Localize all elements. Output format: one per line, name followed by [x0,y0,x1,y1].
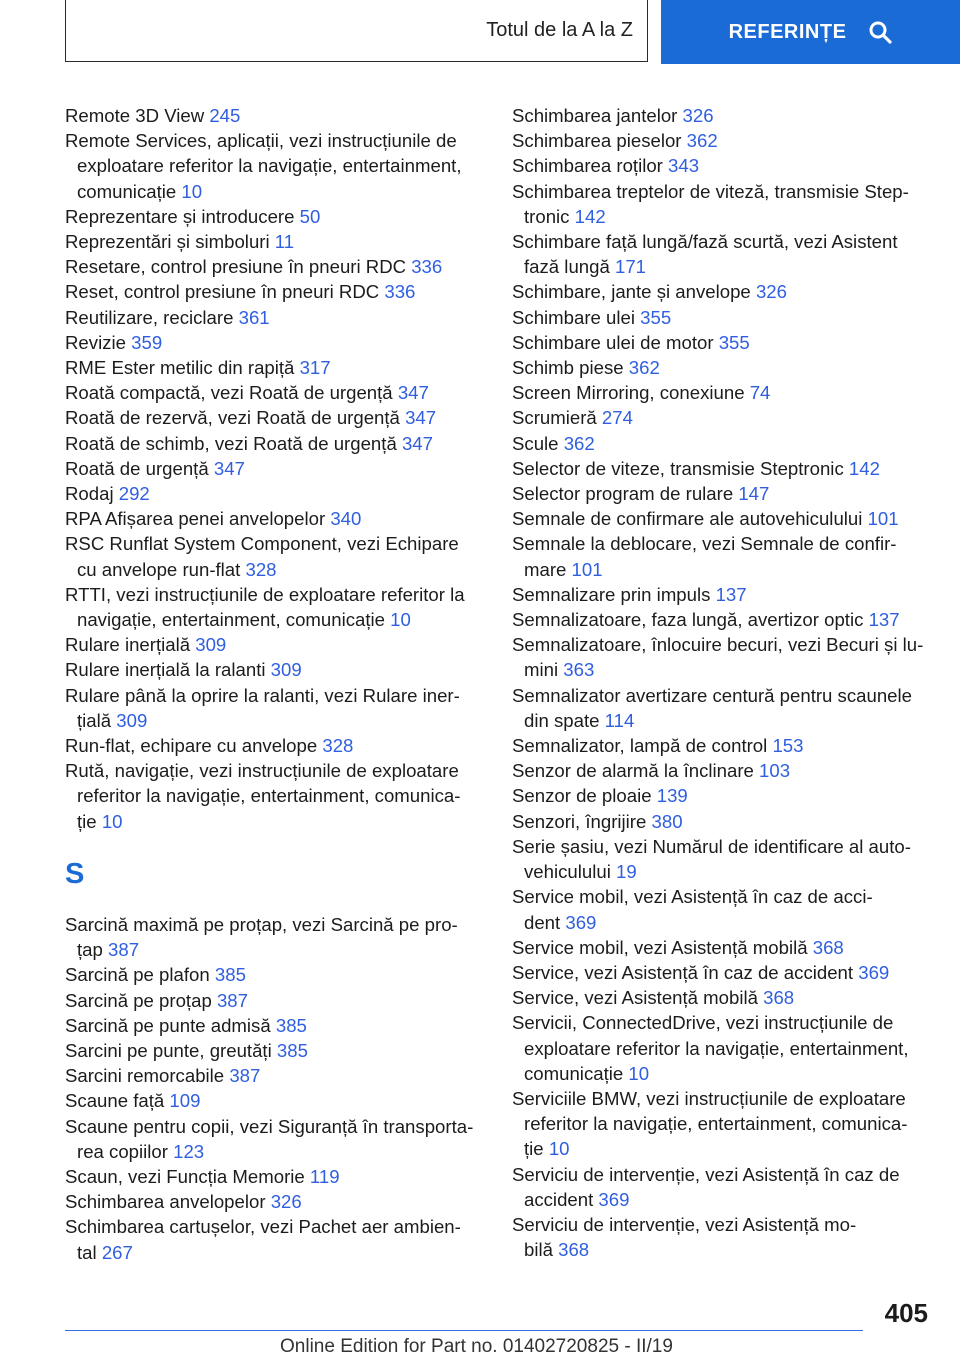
index-entry [512,1162,932,1212]
index-entry-text: Resetare, control presiune în pneuri RDC [65,256,412,278]
index-entry-text: Screen Mirroring, conexiune [512,382,750,404]
page-link[interactable]: 387 [229,1065,261,1087]
page-link[interactable]: 355 [718,331,750,353]
page-link[interactable]: 385 [214,964,246,986]
index-entry-text: tal [77,1241,102,1263]
index-entry-text: Schimbare față lungă/fază scurtă, vezi Asistent [512,231,898,253]
page-link[interactable]: 309 [116,709,148,731]
index-entry-text: Sarcină pe proțap [65,989,217,1011]
index-entry-text: exploatare referitor la navigație, entertainment, [524,1037,909,1059]
page-link[interactable]: 11 [274,231,295,253]
index-entry [65,758,485,834]
index-entry [512,809,932,834]
page-link[interactable]: 137 [715,583,747,605]
index-entry-text: Roată de urgență [65,457,214,479]
page-link[interactable]: 114 [604,709,635,731]
index-entry-text: RME Ester metilic din rapiță [65,357,300,379]
index-entry [512,380,932,405]
index-entry [65,1214,485,1264]
index-entry-text: Semnalizatoare, înlocuire becuri, vezi Becuri și lu- [512,634,924,656]
index-entry-text: cu anvelope run-flat [77,558,246,580]
page-link[interactable]: 362 [686,130,718,152]
index-entry-text: dent [524,911,566,933]
index-entry [65,632,485,657]
index-entry-text: mini [524,659,564,681]
index-entry-text: Roată compactă, vezi Roată de urgență [65,382,398,404]
index-column-right [512,103,932,1262]
index-entry-text: Semnalizatoare, faza lungă, avertizor optic [512,609,869,631]
index-entry-text: Schimbarea cartușelor, vezi Pachet aer ambien- [65,1216,461,1238]
index-entry [512,783,932,808]
index-entry-text: RPA Afișarea penei anvelopelor [65,508,331,530]
index-entry [512,355,932,380]
index-entry-text: Roată de rezervă, vezi Roată de urgență [65,407,406,429]
index-entry-text: din spate [524,709,605,731]
page-link[interactable]: 292 [118,483,150,505]
index-entry-text: mare [524,558,572,580]
index-entry-text: navigație, entertainment, comunicație [77,609,391,631]
index-entry [65,380,485,405]
index-entry-text: Reprezentare și introducere [65,205,300,227]
index-entry [65,204,485,229]
page-link[interactable]: 10 [181,180,203,202]
page-link[interactable]: 309 [195,634,227,656]
page-link[interactable]: 387 [216,989,248,1011]
page-link[interactable]: 363 [563,659,595,681]
index-entry [65,912,485,962]
page-link[interactable]: 147 [738,483,770,505]
page-link[interactable]: 123 [173,1140,205,1162]
index-entry [512,758,932,783]
page-link[interactable]: 74 [749,382,771,404]
index-entry [512,632,932,682]
index-entry-text: Servicii, ConnectedDrive, vezi instrucțiunile de [512,1012,894,1034]
index-entry-text: Selector program de rulare [512,483,739,505]
page-link[interactable]: 343 [668,155,700,177]
index-entry [65,1038,485,1063]
page-link[interactable]: 171 [614,256,647,278]
index-entry [512,405,932,430]
index-entry-text: Scaun, vezi Funcția Memorie [65,1165,310,1187]
page-link[interactable]: 274 [601,407,633,429]
page-link[interactable]: 368 [558,1239,590,1261]
chapter-tab-label: Totul de la A la Z [486,19,633,41]
index-entry-text: Serviciu de intervenție, vezi Asistență mo- [512,1213,857,1235]
footer-divider [65,1330,863,1331]
index-entry-text: Senzori, îngrijire [512,810,652,832]
index-entry-text: Reprezentări și simboluri [65,231,275,253]
page-link[interactable]: 336 [411,256,443,278]
index-entry-text: Schimbarea roților [512,155,669,177]
index-entry [512,935,932,960]
index-entry [512,431,932,456]
index-entry-text: țială [77,709,117,731]
index-entry [65,355,485,380]
index-entry [512,884,932,934]
page-link[interactable]: 119 [309,1165,340,1187]
index-entry [512,960,932,985]
index-entry-text: Semnale la deblocare, vezi Semnale de confir- [512,533,897,555]
footer-edition-text: Online Edition for Part no. 01402720825 - II/19 [280,1336,673,1357]
page-link[interactable]: 347 [405,407,437,429]
letter-heading: S [65,857,85,890]
page-link[interactable]: 369 [598,1188,630,1210]
index-entry-text: Service mobil, vezi Asistență în caz de acci- [512,886,873,908]
index-entry-text: comunicație [77,180,182,202]
search-icon[interactable] [868,20,892,44]
index-entry-text: bilă [524,1239,559,1261]
index-entry-text: Semnalizare prin impuls [512,583,716,605]
index-entry-text: Reset, control presiune în pneuri RDC [65,281,385,303]
index-entry [65,1013,485,1038]
index-entry [512,733,932,758]
index-entry [65,1189,485,1214]
index-entry-text: exploatare referitor la navigație, entertainment, [77,155,462,177]
index-entry-text: Schimbare ulei [512,306,641,328]
page-link[interactable]: 326 [682,105,714,126]
index-entry-text: Remote 3D View [65,105,210,126]
page-link[interactable]: 326 [270,1191,302,1213]
page-link[interactable]: 328 [245,558,277,580]
index-entry [512,834,932,884]
index-entry [65,1114,485,1164]
index-entry [512,1086,932,1162]
index-entry-text: vehiculului [524,861,616,883]
page-link[interactable]: 385 [276,1039,308,1061]
page-link[interactable]: 368 [763,987,795,1009]
index-entry [512,279,932,304]
chapter-tab[interactable] [65,0,648,62]
index-entry [65,456,485,481]
index-entry [65,279,485,304]
page-link[interactable]: 362 [563,432,595,454]
index-entry-text: Sarcină pe plafon [65,964,215,986]
index-entry-text: Semnalizator avertizare centură pentru scaunele [512,684,912,706]
page-link[interactable]: 139 [656,785,688,807]
page-link[interactable]: 142 [574,205,606,227]
index-entry [65,431,485,456]
index-entry-text: Rulare inerțială la ralanti [65,659,271,681]
index-entry-text: Schimbare ulei de motor [512,331,719,353]
index-entry [65,733,485,758]
index-entry [512,531,932,581]
index-entry-text: ție [77,810,102,832]
index-entry [512,229,932,279]
page-link[interactable]: 153 [772,735,804,757]
index-entry [65,103,485,128]
index-entry [512,103,932,128]
index-entry-text: Semnalizator, lampă de control [512,735,773,757]
index-list-s-left [65,912,485,1265]
index-entry [512,179,932,229]
index-entry-text: fază lungă [524,256,615,278]
index-entry-text: Scrumieră [512,407,602,429]
index-entry [512,607,932,632]
index-list-r [65,103,485,834]
index-entry-text: ție [524,1138,549,1160]
index-entry-text: Reutilizare, reciclare [65,306,239,328]
page-link[interactable]: 347 [213,457,245,479]
section-tab-references[interactable] [661,0,960,64]
index-entry-text: RSC Runflat System Component, vezi Echipare [65,533,459,555]
page-link[interactable]: 103 [759,760,791,782]
index-entry-text: Sarcini remorcabile [65,1065,230,1087]
index-entry [65,531,485,581]
page-link[interactable]: 340 [330,508,362,530]
index-entry-text: Schimbare, jante și anvelope [512,281,756,303]
page-link[interactable]: 137 [868,609,900,631]
index-entry-text: Roată de schimb, vezi Roată de urgență [65,432,402,454]
page-link[interactable]: 101 [867,508,899,530]
page-link[interactable]: 309 [270,659,302,681]
index-entry-text: Rută, navigație, vezi instrucțiunile de exploatare [65,760,459,782]
page-link[interactable]: 347 [397,382,429,404]
index-entry-text: Semnale de confirmare ale autovehiculului [512,508,868,530]
index-entry-text: Rodaj [65,483,119,505]
index-entry-text: Remote Services, aplicații, vezi instrucțiunile de [65,130,457,152]
page-link[interactable]: 245 [209,105,241,126]
index-entry-text: Senzor de ploaie [512,785,657,807]
page-link[interactable]: 369 [858,961,890,983]
page-link[interactable]: 101 [571,558,603,580]
index-entry [65,657,485,682]
index-entry-text: Run-flat, echipare cu anvelope [65,735,323,757]
section-tab-label: REFERINȚE [728,20,847,43]
index-entry [65,1164,485,1189]
page-link[interactable]: 336 [384,281,416,303]
index-entry [65,1088,485,1113]
page-link[interactable]: 361 [238,306,270,328]
page-link[interactable]: 317 [299,357,331,379]
index-entry-text: Service mobil, vezi Asistență mobilă [512,936,813,958]
index-entry [512,305,932,330]
index-entry-text: comunicație [524,1062,629,1084]
index-entry-text: țap [77,939,109,961]
index-entry-text: Sarcini pe punte, greutăți [65,1039,277,1061]
page-link[interactable]: 10 [628,1062,650,1084]
index-entry-text: Serviciile BMW, vezi instrucțiunile de exploatare [512,1087,906,1109]
index-entry-text: Schimbarea treptelor de viteză, transmisie Step- [512,180,909,202]
page-link[interactable]: 385 [275,1014,307,1036]
index-entry [512,481,932,506]
index-entry-text: Schimbarea anvelopelor [65,1191,271,1213]
index-entry-text: Serviciu de intervenție, vezi Asistență în caz de [512,1163,900,1185]
index-entry-text: Scaune pentru copii, vezi Siguranță în transporta- [65,1115,474,1137]
index-entry [512,683,932,733]
index-entry [65,405,485,430]
index-entry [65,305,485,330]
index-entry-text: Sarcină pe punte admisă [65,1014,276,1036]
index-entry-text: Revizie [65,331,132,353]
index-entry-text: Rulare inerțială [65,634,196,656]
index-column-left [65,103,485,1265]
page-link[interactable]: 267 [101,1241,133,1263]
page-link[interactable]: 387 [108,939,140,961]
index-entry-text: Rulare până la oprire la ralanti, vezi Rulare iner- [65,684,460,706]
index-entry [512,582,932,607]
index-entry [512,128,932,153]
index-entry [512,506,932,531]
index-entry-text: Scaune față [65,1090,170,1112]
page-link[interactable]: 19 [616,861,637,883]
index-entry-text: Scule [512,432,564,454]
page-link[interactable]: 142 [848,457,880,479]
page-link[interactable]: 362 [628,357,660,379]
page-link[interactable]: 109 [169,1090,201,1112]
index-entry-text: Schimbarea jantelor [512,105,683,126]
index-entry-text: Selector de viteze, transmisie Steptronic [512,457,849,479]
index-entry [65,330,485,355]
page-link[interactable]: 326 [755,281,787,303]
page-link[interactable]: 368 [812,936,844,958]
index-entry [65,254,485,279]
page-link[interactable]: 355 [640,306,672,328]
index-entry [65,229,485,254]
index-entry-text: referitor la navigație, entertainment, comunica- [524,1113,908,1135]
index-entry [65,1063,485,1088]
index-entry-text: Sarcină maximă pe proțap, vezi Sarcină pe pro- [65,913,458,935]
index-entry-text: Senzor de alarmă la înclinare [512,760,760,782]
page-link[interactable]: 10 [548,1138,570,1160]
page-link[interactable]: 359 [131,331,163,353]
index-entry-text: tronic [524,205,575,227]
page-link[interactable]: 369 [565,911,597,933]
index-list-s-right [512,103,932,1262]
index-entry [65,962,485,987]
page-link[interactable]: 380 [651,810,683,832]
page-link[interactable]: 10 [390,609,411,631]
page-link[interactable]: 328 [322,735,354,757]
index-entry-text: accident [524,1188,599,1210]
index-entry-text: Serie șasiu, vezi Numărul de identificare al auto- [512,835,911,857]
index-entry-text: Service, vezi Asistență mobilă [512,987,764,1009]
index-entry [65,988,485,1013]
index-entry [65,506,485,531]
index-entry [512,330,932,355]
index-entry [512,456,932,481]
index-entry-text: referitor la navigație, entertainment, comunica- [77,785,461,807]
index-entry [65,683,485,733]
index-entry [65,128,485,204]
index-entry [512,153,932,178]
index-entry-text: Schimbarea pieselor [512,130,687,152]
index-entry-text: RTTI, vezi instrucțiunile de exploatare referitor la [65,583,465,605]
index-entry-text: rea copiilor [77,1140,174,1162]
index-entry [65,582,485,632]
page-link[interactable]: 10 [101,810,123,832]
index-entry [512,1212,932,1262]
index-entry [512,1010,932,1086]
index-entry-text: Schimb piese [512,357,629,379]
page-number: 405 [884,1298,928,1328]
page-link[interactable]: 50 [299,205,321,227]
index-entry-text: Service, vezi Asistență în caz de accident [512,961,859,983]
index-entry [65,481,485,506]
page-link[interactable]: 347 [401,432,433,454]
index-entry [512,985,932,1010]
